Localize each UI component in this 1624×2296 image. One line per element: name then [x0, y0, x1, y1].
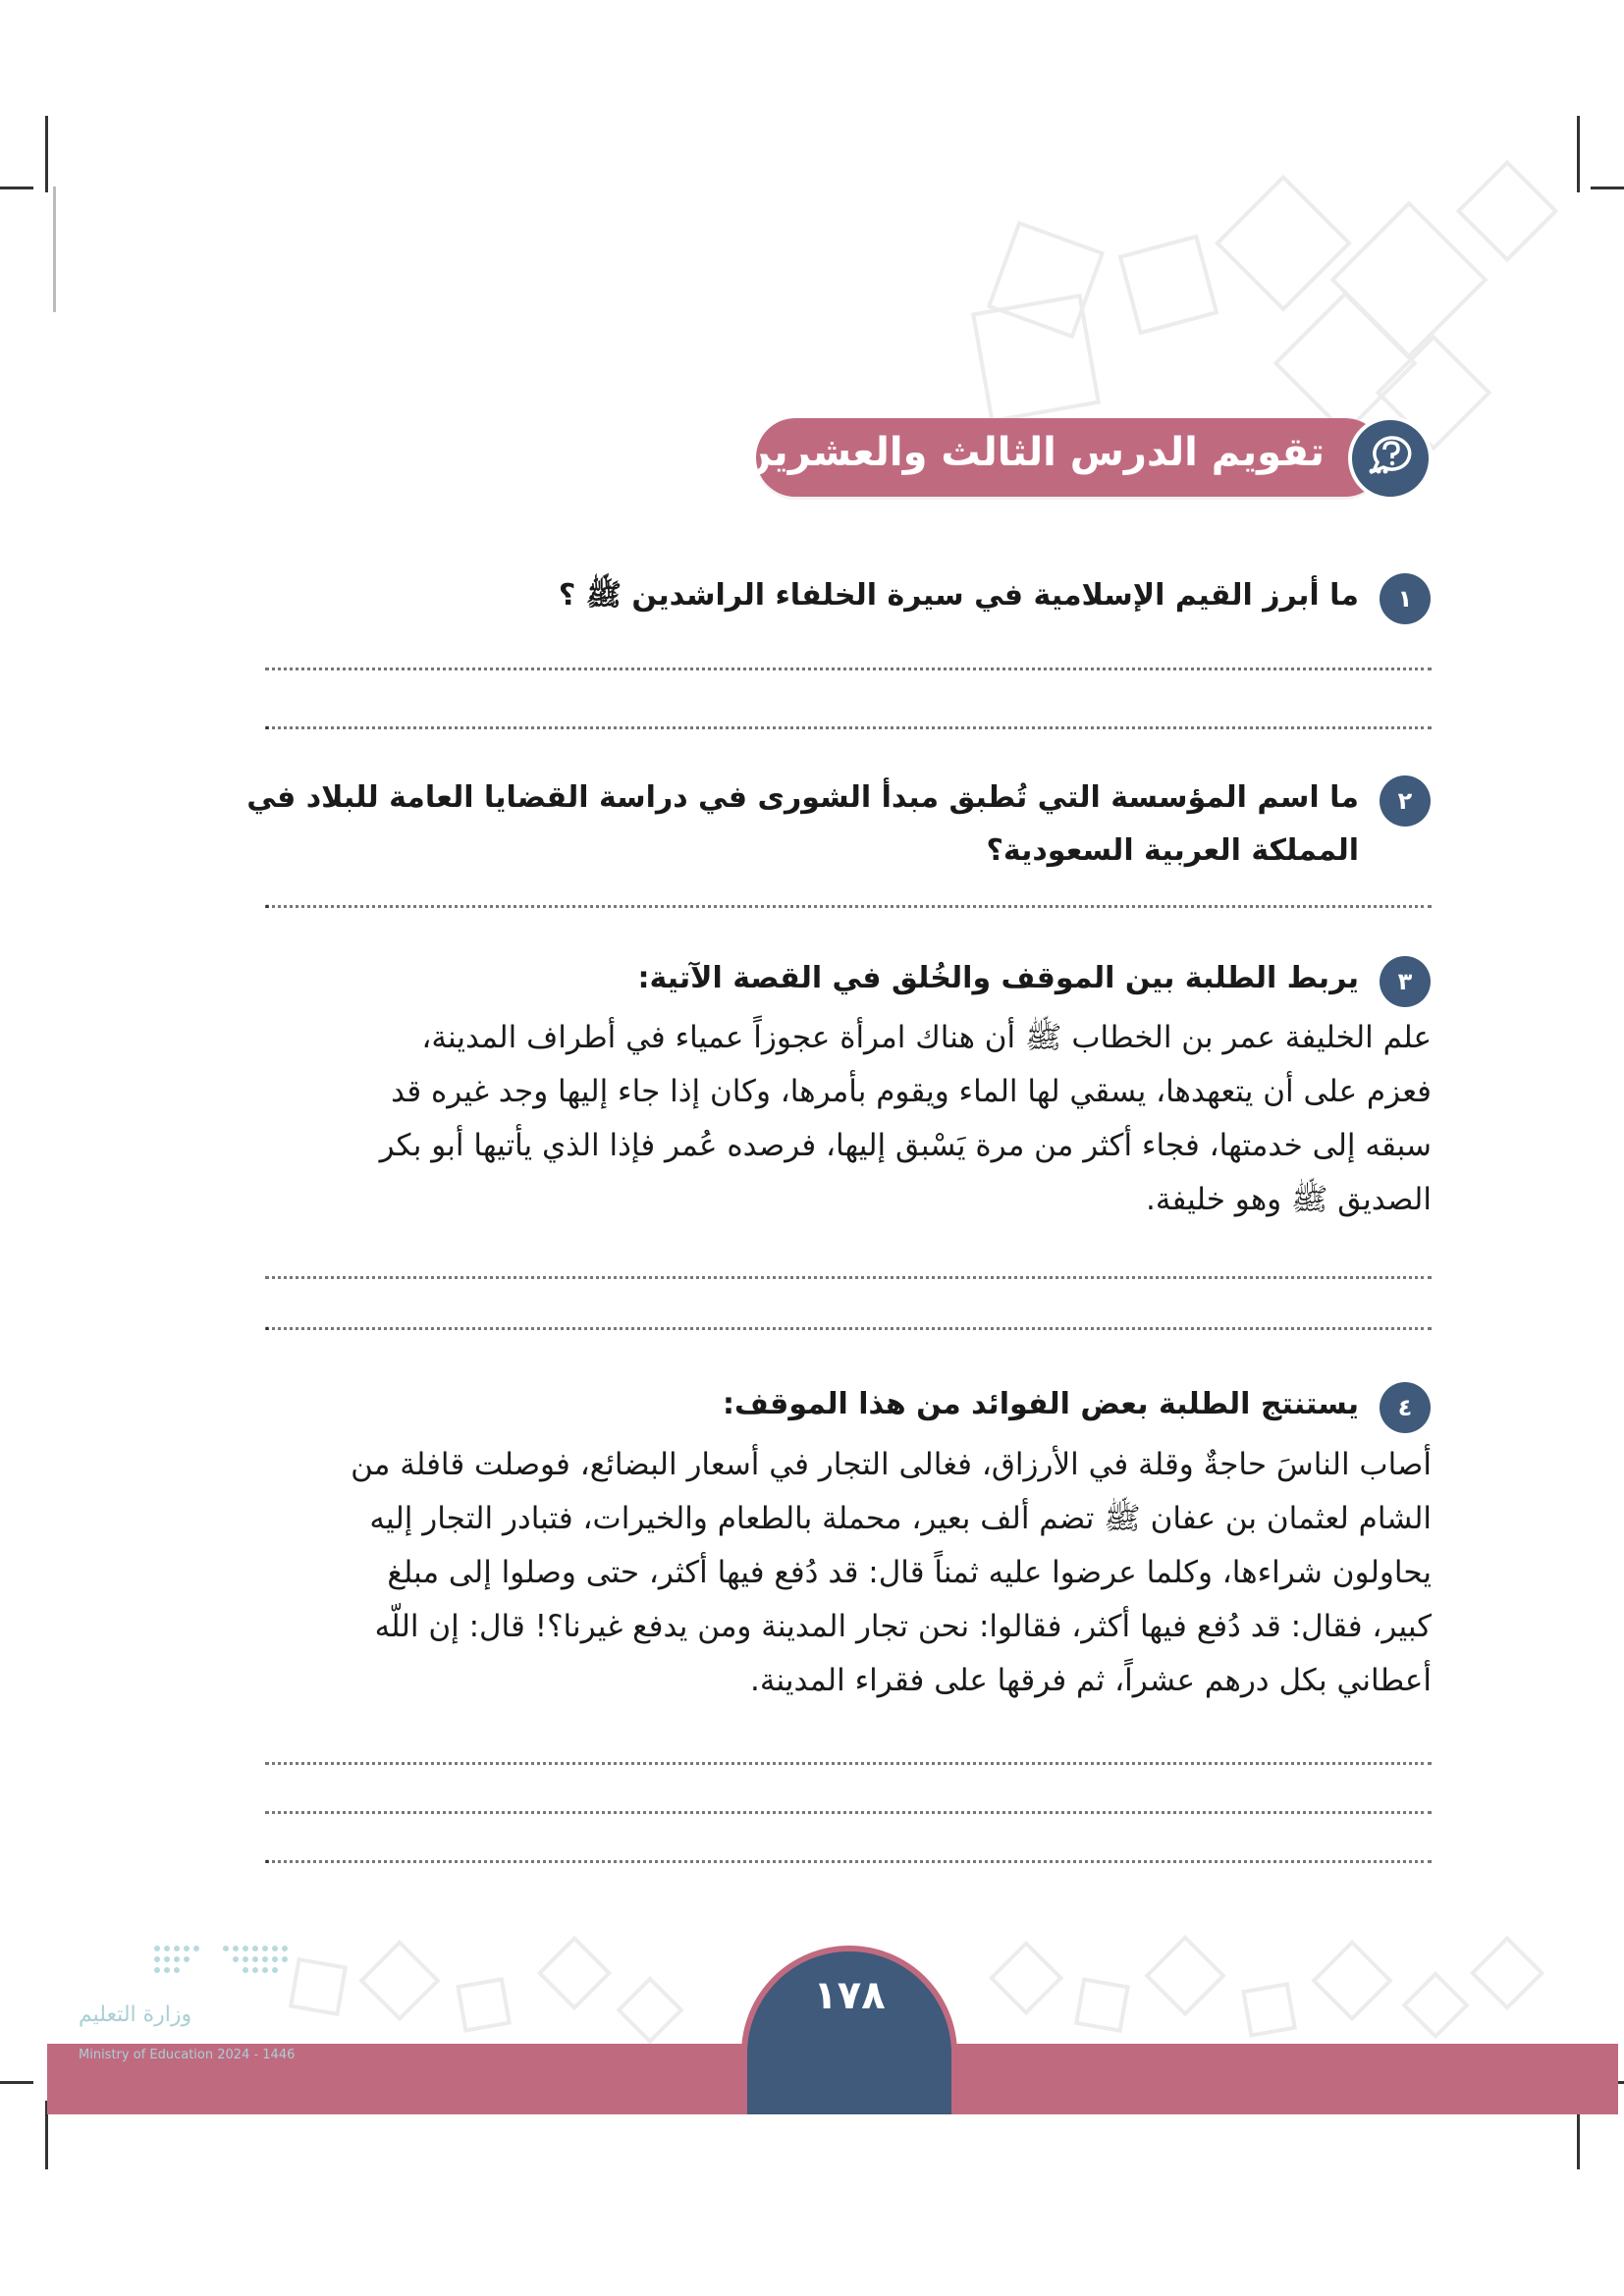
- question-text: ما أبرز القيم الإسلامية في سيرة الخلفاء الراشدين ﷺ ؟: [558, 578, 1359, 613]
- story-line: سبقه إلى خدمتها، فجاء أكثر من مرة يَسْبق إليها، فرصده عُمر فإذا الذي يأتيها أبو بكر: [379, 1128, 1432, 1163]
- question-text: ما اسم المؤسسة التي تُطبق مبدأ الشورى في دراسة القضايا العامة للبلاد في: [246, 780, 1359, 815]
- answer-line[interactable]: [265, 726, 1432, 729]
- story-line: فعزم على أن يتعهدها، يسقي لها الماء ويقوم بأمرها، وكان إذا جاء إليها وجد غيره قد: [391, 1074, 1432, 1109]
- question-text: يربط الطلبة بين الموقف والخُلق في القصة الآتية:: [637, 961, 1359, 995]
- story-line: أصاب الناسَ حاجةٌ وقلة في الأرزاق، فغالى التجار في أسعار البضائع، فوصلت قافلة من: [351, 1447, 1432, 1482]
- answer-line-end-dot: .: [263, 885, 272, 915]
- answer-line-end-dot: .: [263, 707, 272, 736]
- answer-line[interactable]: [265, 1276, 1432, 1279]
- ministry-logo: وزارة التعليم: [79, 2002, 192, 2027]
- story-line: الشام لعثمان بن عفان ﷺ تضم ألف بعير، محملة بالطعام والخيرات، فتبادر التجار إليه: [369, 1501, 1432, 1536]
- question-number-badge: ٣: [1380, 956, 1431, 1007]
- answer-line[interactable]: [265, 905, 1432, 908]
- answer-line[interactable]: [265, 1860, 1432, 1863]
- question-text: المملكة العربية السعودية؟: [986, 833, 1359, 868]
- answer-line[interactable]: [265, 1327, 1432, 1330]
- story-line: يحاولون شراءها، وكلما عرضوا عليه ثمناً قال: قد دُفع فيها أكثر، حتى وصلوا إلى مبلغ: [387, 1555, 1432, 1590]
- story-line: علم الخليفة عمر بن الخطاب ﷺ أن هناك امرأة عجوزاً عمياء في أطراف المدينة،: [421, 1020, 1432, 1055]
- answer-line-end-dot: .: [263, 1308, 272, 1337]
- story-line: الصديق ﷺ وهو خليفة.: [1146, 1182, 1432, 1217]
- question-number-badge: ٢: [1380, 775, 1431, 827]
- question-number-badge: ١: [1380, 573, 1431, 624]
- answer-line[interactable]: [265, 667, 1432, 670]
- page-number: ١٧٨: [813, 1973, 886, 2018]
- answer-line[interactable]: [265, 1811, 1432, 1814]
- answer-line-end-dot: .: [263, 1841, 272, 1870]
- page-title: تقويم الدرس الثالث والعشرين: [737, 430, 1325, 475]
- question-bubble-icon: [1348, 416, 1433, 501]
- ministry-logo-subtitle: Ministry of Education 2024 - 1446: [79, 2048, 296, 2062]
- question-text: يستنتج الطلبة بعض الفوائد من هذا الموقف:: [722, 1387, 1359, 1421]
- question-number-badge: ٤: [1380, 1382, 1431, 1433]
- story-line: كبير، فقال: قد دُفع فيها أكثر، فقالوا: نحن تجار المدينة ومن يدفع غيرنا؟! قال: إن اللّه: [374, 1609, 1432, 1644]
- answer-line[interactable]: [265, 1762, 1432, 1765]
- story-line: أعطاني بكل درهم عشراً، ثم فرقها على فقراء المدينة.: [750, 1663, 1432, 1698]
